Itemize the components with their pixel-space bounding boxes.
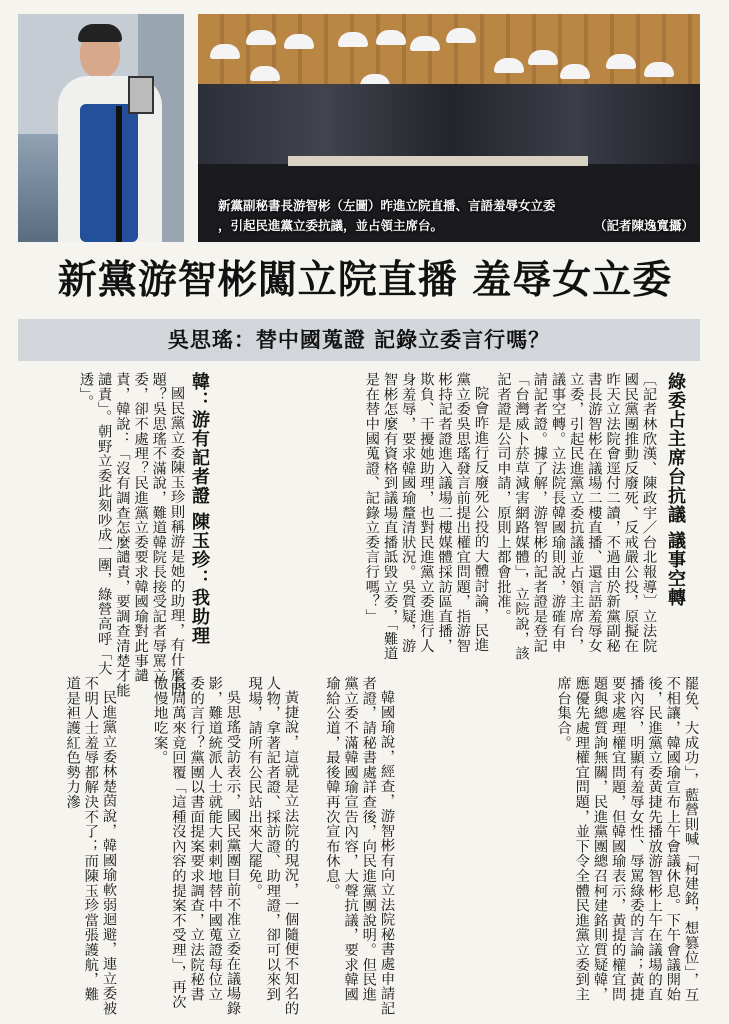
photo-caption <box>218 196 694 236</box>
caption-line-2: ，引起民進黨立委抗議，並占領主席台。 <box>218 218 444 233</box>
subhead-band <box>18 319 700 361</box>
photo-right <box>198 14 700 242</box>
caption-line-1: 新黨副秘書長游智彬（左圖）昨進立院直播、言語羞辱女立委 <box>218 198 556 213</box>
side-headline-2: 韓：游有記者證 陳玉珍：我助理 <box>189 372 210 646</box>
photo-left <box>18 14 184 242</box>
article-column-4 <box>398 676 700 1016</box>
caption-credit: （記者陳逸寬攝） <box>593 218 694 233</box>
article-paragraph-4: 罷免、大成功」，藍營則喊「柯建銘，想篡位」，互不相讓，韓國瑜宣布上午會議休息。下午會議開始後，民進黨立委黃捷先播放游智彬上午在議場的直播內容，明顯有羞辱女性、辱罵綠委的言論；黃捷要求處理權宜問題，但韓國瑜表示，黃提的權宜問題與總質詢無關，民進黨團總召柯建銘則質疑韓，應優先處理權宜問題，並下令全體民進黨立委到主席台集合。 <box>555 676 699 1003</box>
headline: 新黨游智彬闖立院直播 羞辱女立委 <box>57 258 673 303</box>
article-column-2 <box>240 372 490 662</box>
article-column-1 <box>495 372 658 662</box>
article-column-5 <box>302 676 396 1016</box>
article-paragraph-6: 黃捷說，這就是立法院的現況，一個隨便不知名的人物，拿著記者證、採訪證、助理證，卻可以來到現場，請所有公民站出來大罷免。 <box>246 676 299 1016</box>
side-headline-1: 綠委占主席台抗議 議事空轉 <box>665 372 686 608</box>
article-column-7 <box>120 676 242 1016</box>
article-paragraph-1: 〔記者林欣漢、陳政宇／台北報導〕立法院國民黨團推動反廢死、反戒嚴公投，原擬在昨天立法院會逕付二讀，不過由於新黨副秘書長游智彬在議場二樓直播、還言語羞辱女立委，引起民進黨立委抗議並占領主席台，議事空轉。立法院長韓國瑜則說，游確有申請記者證。據了解，游智彬的記者證是登記「台灣威卜菸草減害網路媒體」，立院說，該記者證是公司申請，原則上都會批准。 <box>495 372 657 661</box>
article-paragraph-7: 吳思瑤受訪表示，國民黨團目前不准立委在議場錄影，難道統派人士就能大剌剌地替中國蒐證每位立委的言行？黨團以書面提案要求調查，立法院秘書長周萬來竟回覆「這種沒內容的提案不受理」，再次傲慢地吃案。 <box>152 676 241 1016</box>
article-column-6 <box>244 676 300 1016</box>
article-paragraph-8: 民進黨立委林楚茵說，韓國瑜軟弱迴避，連立委被不明人士羞辱都解決不了；而陳玉珍當張護航，難道是袒護紅色勢力滲 <box>64 676 117 1016</box>
article-paragraph-5: 韓國瑜說，經查，游智彬有向立法院秘書處申請記者證，請秘書處詳查後，向民進黨團說明。但民進黨立委不滿韓國瑜宣告內容，大聲抗議，要求韓國瑜給公道，最後韓再次宣布休息。 <box>324 676 395 1016</box>
article-paragraph-2: 院會昨進行反廢死公投的大體討論，民進黨立委吳思瑤發言前提出權宜問題，指游智彬持記者證進入議場二樓媒體採訪區直播，欺負、干擾她助理，也對民進黨立委進行人身羞辱，要求韓國瑜釐清狀況。吳質疑，游智彬怎麼有資格到議場直播詆毀立委，「難道是在替中國蒐證、記錄立委言行嗎？」 <box>363 372 489 661</box>
article-column-3 <box>20 372 186 712</box>
article-column-8 <box>20 676 118 1016</box>
article-paragraph-3: 國民黨立委陳玉珍則稱游是她的助理，有什麼問題？吳思瑤不滿說，難道韓院長接受記者辱罵立委，卻不處理？民進黨立委要求韓國瑜對此事譴責，韓說：「沒有調查怎麼譴責，要調查清楚才能譴責」。朝野立委此刻吵成一團，綠營高呼「大透」。 <box>77 372 185 698</box>
subhead: 吳思瑤：替中國蒐證 記錄立委言行嗎？ <box>167 328 551 352</box>
